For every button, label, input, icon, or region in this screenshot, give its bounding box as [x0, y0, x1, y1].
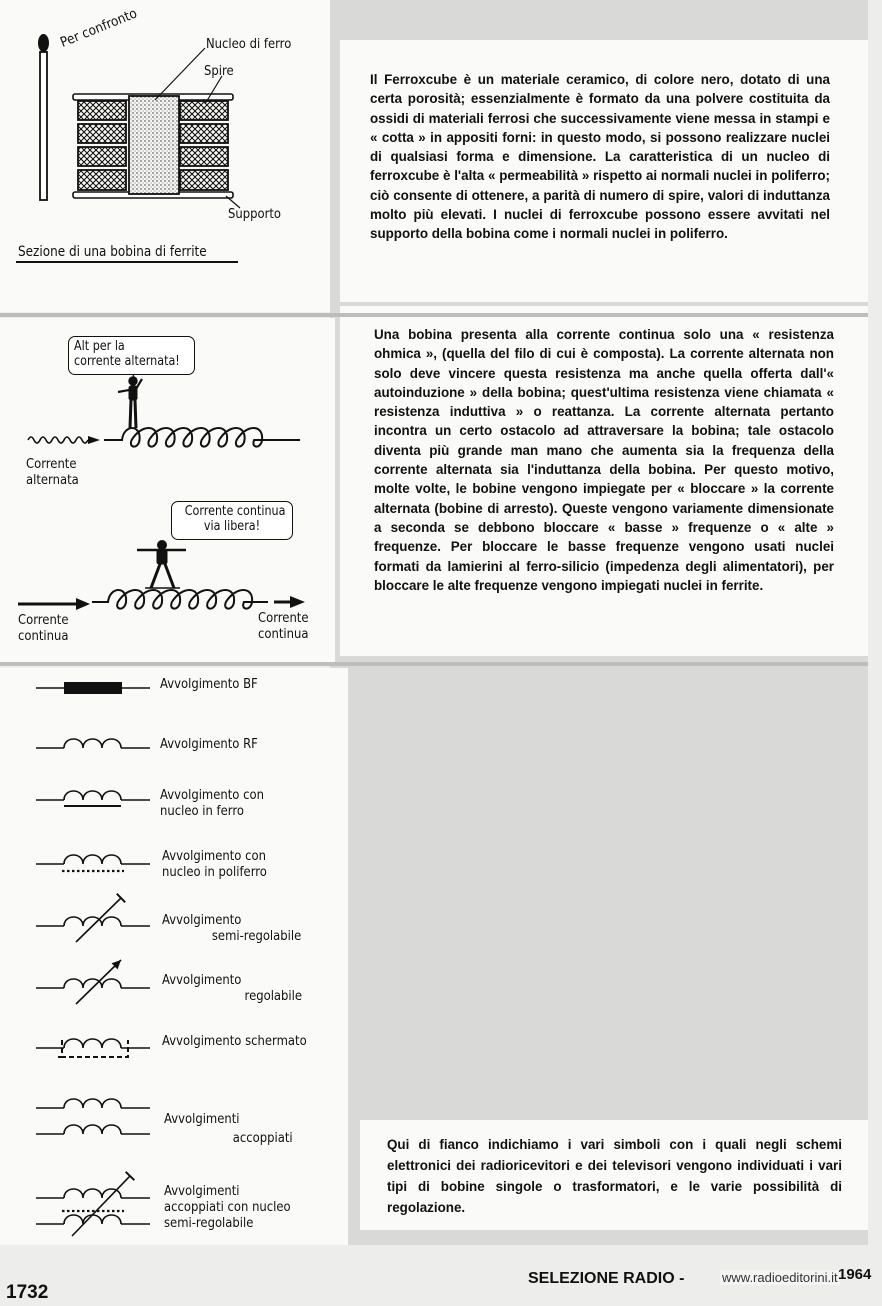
- symbol-poliferro-winding: [36, 855, 150, 871]
- symbol-adjustable-winding: [36, 960, 150, 1004]
- paragraph-ferroxcube: Il Ferroxcube è un materiale ceramico, di colore nero, dotato di una certa porosità; essenzialmente è formato da una polvere costituita da ossidi di materiali ferrosi che successivamente viene messa in stampi e « cotta » in appositi forni: in questo modo, si possono realizzare nuclei di qualsiasi forma e dimensione. La caratteristica di un nucleo di ferroxcube è l'alta « permeabilità » rispetto ai normali nuclei in poliferro; ciò consente di ottenere, a parità di numero di spire, valori di induttanza molto più elevati. I nuclei di ferroxcube possono essere avvitati nel supporto della bobina come i normali nuclei in poliferro.: [370, 72, 830, 242]
- bubble-ac-line2: corrente alternata!: [74, 354, 180, 369]
- symbol-label-8: [164, 1111, 293, 1146]
- ac-label-line1: Corrente: [26, 456, 77, 472]
- symbol-9-line3: semi-regolabile: [164, 1215, 254, 1231]
- symbol-label-6: [162, 972, 302, 1004]
- dc-out-line1: Corrente: [258, 610, 309, 626]
- symbol-coupled-semi-adjustable: [36, 1172, 150, 1236]
- symbol-label-7: [162, 1033, 307, 1049]
- label-iron-core: Nucleo di ferro: [206, 36, 292, 52]
- symbol-label-1: [160, 676, 258, 692]
- symbol-8-line1: Avvolgimenti: [164, 1111, 240, 1127]
- symbol-label-2: [160, 736, 258, 752]
- bubble-ac-line1: Alt per la: [74, 339, 125, 354]
- symbol-bf-winding: [36, 682, 150, 694]
- paragraph-reactance: Una bobina presenta alla corrente continua solo una « resistenza ohmica », (quella del filo di cui è composta). La corrente alternata non solo deve vincere questa resistenza ma anche quella offerta dall'« autoinduzione » della bobina; quest'ultima resistenza viene chiamata « resistenza induttiva » o reattanza. La corrente alternata pertanto incontra un certo ostacolo ad attraversare la bobina; tale ostacolo diventa più grande man mano che aumenta sia la frequenza della corrente alternata sia l'induttanza della bobina. Per questo motivo, molte volte, le bobine vengono impiegate per « bloccare » la corrente alternata (bobine di arresto). Queste vengono variamente dimensionate a seconda se debbono bloccare « basse » frequenze o « alte » frequenze. Per bloccare le basse frequenze vengono usati nuclei formati da lamierini al ferro-silicio (impedenza degli alimentatori), per bloccare le alte frequenze vengono impiegati nuclei in ferrite.: [374, 327, 834, 593]
- symbol-label-3: [160, 787, 264, 819]
- bubble-dc-line1: Corrente continua: [184, 504, 286, 519]
- label-support: Supporto: [228, 206, 282, 222]
- ac-label-line2: alternata: [26, 472, 79, 488]
- symbol-label-5: [162, 912, 301, 944]
- symbol-2-text: Avvolgimento RF: [160, 736, 258, 752]
- dc-in-line2: continua: [18, 628, 69, 644]
- symbol-6-line1: Avvolgimento: [162, 972, 242, 988]
- symbol-3-line2: nucleo in ferro: [160, 803, 244, 819]
- symbol-3-line1: Avvolgimento con: [160, 787, 264, 803]
- symbol-rf-winding: [36, 739, 150, 748]
- symbol-7-text: Avvolgimento schermato: [162, 1033, 307, 1049]
- dc-in-line1: Corrente: [18, 612, 69, 628]
- symbol-5-line2: semi-regolabile: [211, 928, 302, 944]
- bubble-dc-line2: via libera!: [203, 519, 261, 534]
- symbol-6-line2: regolabile: [244, 988, 303, 1004]
- symbol-1-text: Avvolgimento BF: [160, 676, 258, 692]
- symbol-coupled-windings: [36, 1099, 150, 1134]
- symbol-label-9: [164, 1183, 291, 1231]
- symbol-4-line2: nucleo in poliferro: [162, 864, 267, 880]
- symbol-shielded-winding: [36, 1039, 150, 1057]
- magazine-title: SELEZIONE RADIO -: [528, 1270, 685, 1287]
- year: 1964: [838, 1266, 872, 1283]
- figure1-caption: Sezione di una bobina di ferrite: [18, 244, 207, 260]
- dc-out-line2: continua: [258, 626, 309, 642]
- watermark: www.radioeditorini.it: [722, 1270, 838, 1285]
- symbol-9-line2: accoppiati con nucleo: [164, 1199, 291, 1215]
- label-match: Per confronto: [58, 5, 140, 51]
- symbol-4-line1: Avvolgimento con: [162, 848, 266, 864]
- symbol-semi-adjustable-winding: [36, 894, 150, 942]
- symbol-label-4: [162, 848, 267, 880]
- paragraph-symbols-intro: Qui di fianco indichiamo i vari simboli con i quali negli schemi elettronici dei radioricevitori e dei televisori vengono individuati i vari tipi di bobine singole o trasformatori, e le varie possibilità di regolazione.: [387, 1137, 842, 1215]
- symbol-9-line1: Avvolgimenti: [164, 1183, 240, 1199]
- page-number: 1732: [6, 1282, 49, 1303]
- symbol-iron-core-winding: [36, 791, 150, 806]
- symbol-8-line2: accoppiati: [232, 1130, 293, 1146]
- label-turns: Spire: [204, 63, 234, 79]
- symbol-5-line1: Avvolgimento: [162, 912, 242, 928]
